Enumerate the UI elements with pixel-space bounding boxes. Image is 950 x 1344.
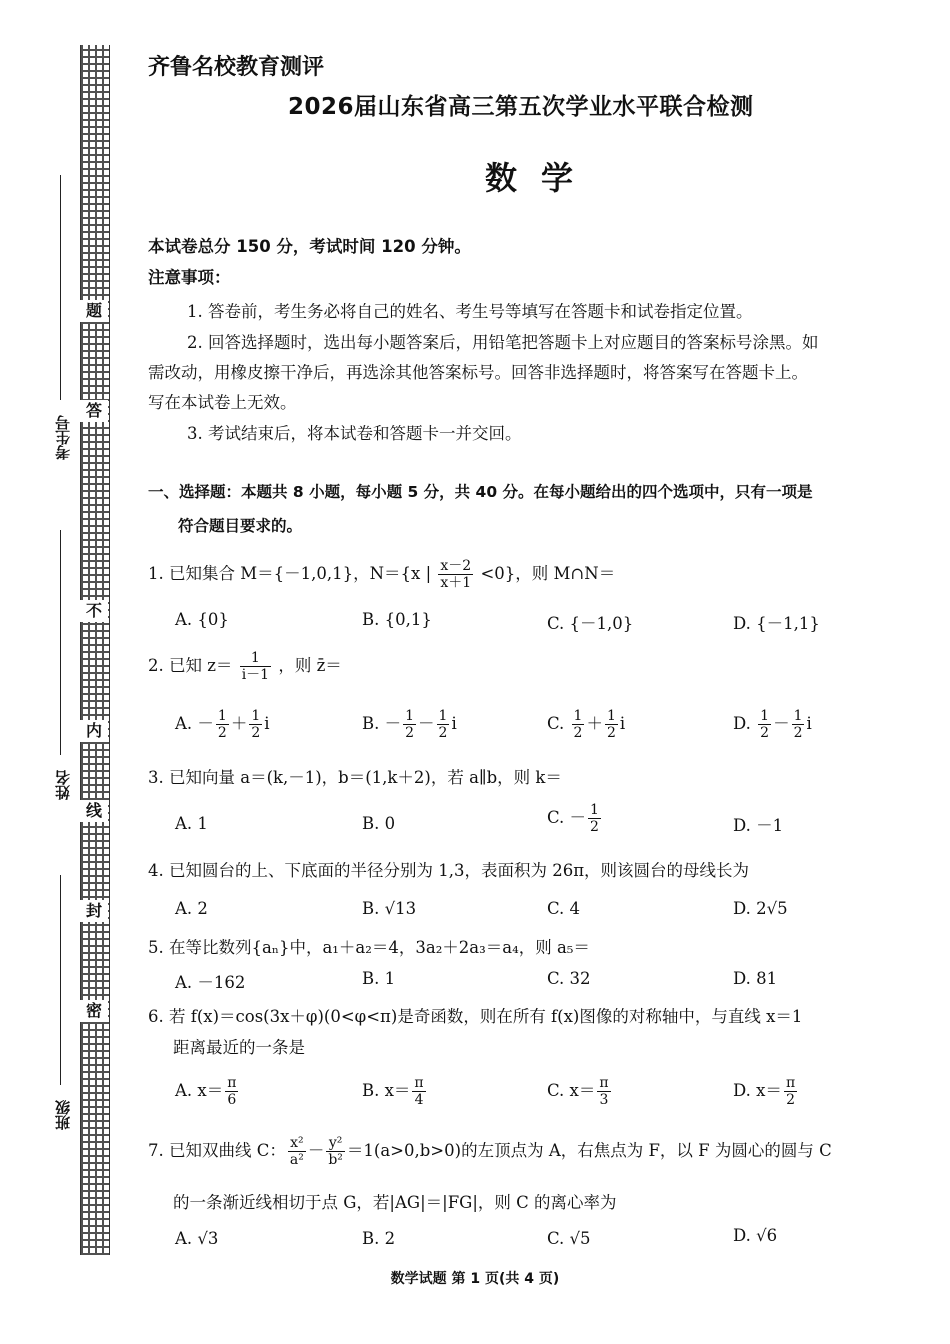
- option-a[interactable]: A. 1: [175, 814, 208, 833]
- option-label: A. x＝: [175, 1081, 224, 1100]
- section-heading: 一、选择题：本题共 8 小题，每小题 5 分，共 40 分。在每小题给出的四个选项中，只有一项是: [148, 483, 813, 501]
- denominator: 2: [760, 725, 770, 741]
- imaginary-unit: i: [619, 714, 626, 733]
- option-d[interactable]: D. 2√5: [733, 899, 788, 918]
- exam-number-label: 考生号: [54, 415, 72, 460]
- question-4: 4. 已知圆台的上、下底面的半径分别为 1,3，表面积为 26π，则该圆台的母线长为: [148, 861, 750, 880]
- numerator: x－2: [440, 558, 472, 574]
- notice-item-2-cont: 需改动，用橡皮擦干净后，再选涂其他答案标号。回答非选择题时，将答案写在答题卡上。: [148, 363, 808, 382]
- imaginary-unit: i: [451, 714, 457, 733]
- question-text: 2. 已知 z＝: [148, 656, 233, 675]
- numerator: 1: [590, 802, 599, 818]
- denominator: x＋1: [440, 575, 472, 591]
- option-a[interactable]: A. √3: [175, 1229, 219, 1248]
- notice-item-1: 1. 答卷前，考生务必将自己的姓名、考生号等填写在答题卡和试卷指定位置。: [187, 302, 753, 321]
- denominator: 3: [599, 1092, 609, 1108]
- option-a[interactable]: [175, 708, 270, 741]
- operator: －: [773, 714, 790, 733]
- option-b[interactable]: B. √13: [362, 899, 417, 918]
- question-3: 3. 已知向量 a＝(k,－1)，b＝(1,k＋2)，若 a∥b，则 k＝: [148, 768, 562, 787]
- denominator: 2: [405, 725, 415, 741]
- fraction: [288, 1135, 306, 1168]
- option-label: C. －: [547, 808, 587, 827]
- denominator: a²: [289, 1152, 304, 1168]
- option-c[interactable]: C. {－1,0}: [547, 614, 634, 633]
- option-label: D. x＝: [733, 1081, 782, 1100]
- numerator: 1: [251, 708, 261, 724]
- numerator: π: [414, 1075, 424, 1091]
- numerator: 1: [240, 650, 271, 667]
- numerator: 1: [760, 708, 770, 724]
- question-5: 5. 在等比数列{aₙ}中，a₁＋a₂＝4，3a₂＋2a₃＝a₄，则 a₅＝: [148, 938, 590, 957]
- question-text: ，则 z̄＝: [278, 656, 342, 675]
- subject-title: 数学: [485, 159, 598, 197]
- option-b[interactable]: B. {0,1}: [362, 610, 432, 629]
- denominator: 2: [573, 725, 583, 741]
- denominator: 2: [793, 725, 803, 741]
- question-text: 7. 已知双曲线 C：: [148, 1141, 286, 1160]
- numerator: π: [599, 1075, 609, 1091]
- operator: ＋: [230, 714, 248, 733]
- seal-word: 线: [80, 800, 108, 822]
- name-line: [60, 530, 61, 755]
- question-6-cont: 距离最近的一条是: [173, 1038, 305, 1057]
- seal-word: 不: [80, 600, 108, 622]
- exam-number-line: [60, 175, 61, 400]
- numerator: 1: [573, 708, 583, 724]
- option-label: D.: [733, 714, 757, 733]
- fraction: [240, 650, 271, 683]
- fraction: [225, 1075, 238, 1108]
- option-d[interactable]: D. －1: [733, 816, 784, 835]
- name-label: 姓名: [54, 770, 72, 800]
- class-line: [60, 875, 61, 1085]
- notice-heading: 注意事项：: [148, 268, 231, 287]
- question-2: [148, 650, 342, 683]
- class-field[interactable]: [38, 875, 78, 1145]
- binding-margin: [0, 0, 140, 1344]
- question-1: [148, 558, 615, 591]
- page-footer: 数学试题 第 1 页(共 4 页): [390, 1271, 560, 1287]
- fraction: [792, 708, 805, 741]
- numerator: 1: [438, 708, 448, 724]
- denominator: 2: [438, 725, 448, 741]
- numerator: x²: [288, 1135, 306, 1152]
- option-c[interactable]: [547, 1075, 613, 1108]
- question-text: <0}，则 M∩N＝: [480, 564, 616, 583]
- class-label: 班级: [54, 1100, 72, 1130]
- denominator: 2: [590, 819, 599, 835]
- numerator: y²: [326, 1135, 345, 1152]
- exam-title: 2026届山东省高三第五次学业水平联合检测: [288, 94, 754, 120]
- fraction: [758, 708, 771, 741]
- notice-item-2: 2. 回答选择题时，选出每小题答案后，用铅笔把答题卡上对应题目的答案标号涂黑。如: [187, 333, 819, 352]
- seal-word: 封: [80, 900, 108, 922]
- denominator: 4: [414, 1092, 424, 1108]
- seal-word: 题: [80, 300, 108, 322]
- seal-word: 密: [80, 1000, 108, 1022]
- exam-summary: 本试卷总分 150 分，考试时间 120 分钟。: [148, 237, 471, 256]
- option-b[interactable]: B. 2: [362, 1229, 396, 1248]
- name-field[interactable]: [38, 530, 78, 820]
- denominator: 6: [227, 1092, 237, 1108]
- option-label: B. －: [362, 714, 402, 733]
- denominator: 2: [217, 725, 227, 741]
- imaginary-unit: i: [806, 714, 812, 733]
- numerator: π: [785, 1075, 796, 1091]
- fraction: [438, 558, 473, 591]
- option-d[interactable]: [733, 1075, 799, 1108]
- option-b[interactable]: [362, 1075, 428, 1108]
- numerator: 1: [793, 708, 803, 724]
- fraction: [412, 1075, 425, 1108]
- fraction: [326, 1135, 345, 1168]
- option-c[interactable]: [547, 708, 625, 741]
- option-c[interactable]: [547, 802, 603, 835]
- option-d[interactable]: [733, 708, 812, 741]
- fraction: [605, 708, 618, 741]
- fraction: [572, 708, 585, 741]
- question-text: 1. 已知集合 M＝{－1,0,1}，N＝{x |: [148, 564, 432, 583]
- option-d[interactable]: D. √6: [733, 1226, 778, 1245]
- option-a[interactable]: A. 2: [175, 899, 208, 918]
- fraction: [588, 802, 601, 835]
- option-label: A. －: [175, 714, 214, 733]
- section-heading-cont: 符合题目要求的。: [178, 517, 303, 535]
- seal-word: 答: [80, 400, 108, 422]
- option-d[interactable]: D. {－1,1}: [733, 614, 820, 633]
- numerator: 1: [405, 708, 415, 724]
- option-c[interactable]: C. 32: [547, 969, 591, 988]
- option-b[interactable]: [362, 708, 457, 741]
- fraction: [597, 1075, 610, 1108]
- option-a[interactable]: A. －162: [175, 973, 246, 992]
- exam-number-field[interactable]: [38, 175, 78, 505]
- denominator: b²: [328, 1152, 343, 1168]
- operator: －: [418, 714, 435, 733]
- denominator: 2: [606, 725, 616, 741]
- notice-item-2-cont: 写在本试卷上无效。: [148, 393, 297, 412]
- question-7: [148, 1135, 832, 1168]
- denominator: 2: [251, 725, 261, 741]
- organization-name: 齐鲁名校教育测评: [148, 55, 325, 80]
- option-a[interactable]: A. {0}: [175, 610, 229, 629]
- question-text: ＝1(a>0,b>0)的左顶点为 A，右焦点为 F，以 F 为圆心的圆与 C: [346, 1141, 832, 1160]
- fraction: [403, 708, 416, 741]
- question-6: 6. 若 f(x)＝cos(3x＋φ)(0<φ<π)是奇函数，则在所有 f(x)图像的对称轴中，与直线 x＝1: [148, 1007, 803, 1026]
- fraction: [249, 708, 262, 741]
- numerator: 1: [606, 708, 616, 724]
- question-7-cont: 的一条渐近线相切于点 G，若|AG|＝|FG|，则 C 的离心率为: [173, 1193, 617, 1212]
- notice-item-3: 3. 考试结束后，将本试卷和答题卡一并交回。: [187, 424, 522, 443]
- fraction: [784, 1075, 797, 1108]
- imaginary-unit: i: [264, 714, 270, 733]
- denominator: 2: [786, 1092, 795, 1108]
- option-label: B. x＝: [362, 1081, 411, 1100]
- option-a[interactable]: [175, 1075, 240, 1108]
- operator: ＋: [586, 714, 603, 733]
- option-b[interactable]: B. 0: [362, 814, 396, 833]
- option-c[interactable]: C. √5: [547, 1229, 591, 1248]
- denominator: i－1: [241, 667, 270, 683]
- numerator: π: [227, 1075, 237, 1091]
- fraction: [437, 708, 450, 741]
- operator: －: [307, 1141, 325, 1160]
- option-label: C.: [547, 714, 570, 733]
- option-label: C. x＝: [547, 1081, 596, 1100]
- fraction: [216, 708, 229, 741]
- numerator: 1: [217, 708, 227, 724]
- option-c[interactable]: C. 4: [547, 899, 581, 918]
- option-d[interactable]: D. 81: [733, 969, 778, 988]
- seal-border-pattern: [80, 45, 110, 1255]
- option-b[interactable]: B. 1: [362, 969, 396, 988]
- seal-word: 内: [80, 720, 108, 742]
